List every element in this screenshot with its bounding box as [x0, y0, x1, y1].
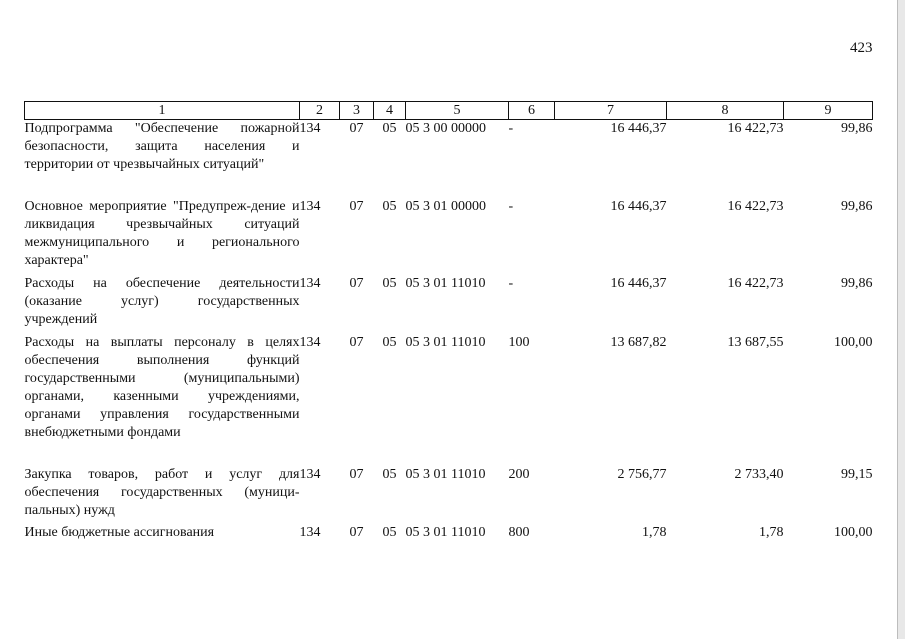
page-number: 423 — [850, 40, 873, 56]
column-header: 1 — [25, 102, 300, 120]
cell-col9: 99,86 — [841, 198, 873, 214]
cell-col4: 05 — [382, 334, 397, 350]
cell-col6: 100 — [508, 334, 530, 350]
cell-col9: 100,00 — [834, 524, 873, 540]
column-header: 6 — [509, 102, 555, 120]
cell-col6: 200 — [508, 466, 530, 482]
cell-col8: 2 733,40 — [734, 466, 784, 482]
cell-col3: 07 — [349, 198, 364, 214]
cell-col2: 134 — [299, 466, 321, 482]
row-name: Расходы на обеспечение деятельности (оказание услуг) государственных учреждений — [24, 275, 300, 327]
column-header: 2 — [300, 102, 340, 120]
table-row — [25, 198, 873, 275]
cell-col2: 134 — [299, 121, 321, 136]
cell-col8: 16 422,73 — [727, 198, 784, 214]
cell-col3: 07 — [349, 275, 364, 291]
table-row — [25, 466, 873, 524]
cell-col8: 13 687,55 — [727, 334, 784, 350]
cell-col5: 05 3 01 11010 — [405, 275, 486, 291]
cell-col3: 07 — [349, 121, 364, 136]
cell-col3: 07 — [349, 334, 364, 350]
column-header: 4 — [374, 102, 406, 120]
column-header: 5 — [406, 102, 509, 120]
cell-col8: 1,78 — [759, 524, 784, 540]
cell-col5: 05 3 01 00000 — [405, 198, 486, 214]
cell-col8: 16 422,73 — [727, 275, 784, 291]
cell-col5: 05 3 01 11010 — [405, 466, 486, 482]
row-name: Расходы на выплаты персоналу в целях обеспечения выполнения функций государственными (муниципальными) органами, казенными учреждениями, органами управления государственными внебюджетными фондами — [24, 334, 300, 440]
cell-col7: 16 446,37 — [610, 198, 667, 214]
cell-col7: 2 756,77 — [617, 466, 667, 482]
cell-col2: 134 — [299, 198, 321, 214]
cell-col4: 05 — [382, 466, 397, 482]
cell-col3: 07 — [349, 466, 364, 482]
cell-col4: 05 — [382, 198, 397, 214]
budget-table — [24, 101, 873, 546]
column-header: 8 — [667, 102, 784, 120]
cell-col9: 100,00 — [834, 334, 873, 350]
cell-col8: 16 422,73 — [727, 121, 784, 136]
cell-col9: 99,86 — [841, 121, 873, 136]
cell-col2: 134 — [299, 334, 321, 350]
cell-col5: 05 3 01 11010 — [405, 334, 486, 350]
header-row — [25, 102, 873, 120]
cell-col9: 99,86 — [841, 275, 873, 291]
cell-col4: 05 — [382, 121, 397, 136]
cell-col7: 13 687,82 — [610, 334, 667, 350]
row-name: Основное мероприятие "Предупреж-дение и ликвидация чрезвычайных ситуаций межмуниципального и регионального характера" — [24, 198, 300, 268]
cell-col2: 134 — [299, 275, 321, 291]
cell-col9: 99,15 — [841, 466, 873, 482]
row-name: Иные бюджетные ассигнования — [24, 524, 215, 540]
column-header: 7 — [555, 102, 667, 120]
column-header: 9 — [784, 102, 873, 120]
cell-col6: - — [508, 275, 514, 291]
table-row — [25, 524, 873, 546]
cell-col6: - — [508, 121, 514, 136]
cell-col7: 1,78 — [642, 524, 667, 540]
cell-col2: 134 — [299, 524, 321, 540]
cell-col5: 05 3 00 00000 — [405, 121, 486, 136]
cell-col4: 05 — [382, 524, 397, 540]
row-name: Подпрограмма "Обеспечение пожарной безопасности, защита населения и территории от чрезвычайных ситуаций" — [24, 121, 300, 172]
cell-col7: 16 446,37 — [610, 275, 667, 291]
row-name: Закупка товаров, работ и услуг для обеспечения государственных (муници-пальных) нужд — [24, 466, 300, 518]
cell-col4: 05 — [382, 275, 397, 291]
column-header: 3 — [340, 102, 374, 120]
cell-col6: - — [508, 198, 514, 214]
cell-col5: 05 3 01 11010 — [405, 524, 486, 540]
cell-col6: 800 — [508, 524, 530, 540]
table-row — [25, 275, 873, 334]
table-row — [25, 120, 873, 198]
cell-col3: 07 — [349, 524, 364, 540]
page-right-edge — [897, 0, 905, 639]
cell-col7: 16 446,37 — [610, 121, 667, 136]
table-row — [25, 334, 873, 466]
